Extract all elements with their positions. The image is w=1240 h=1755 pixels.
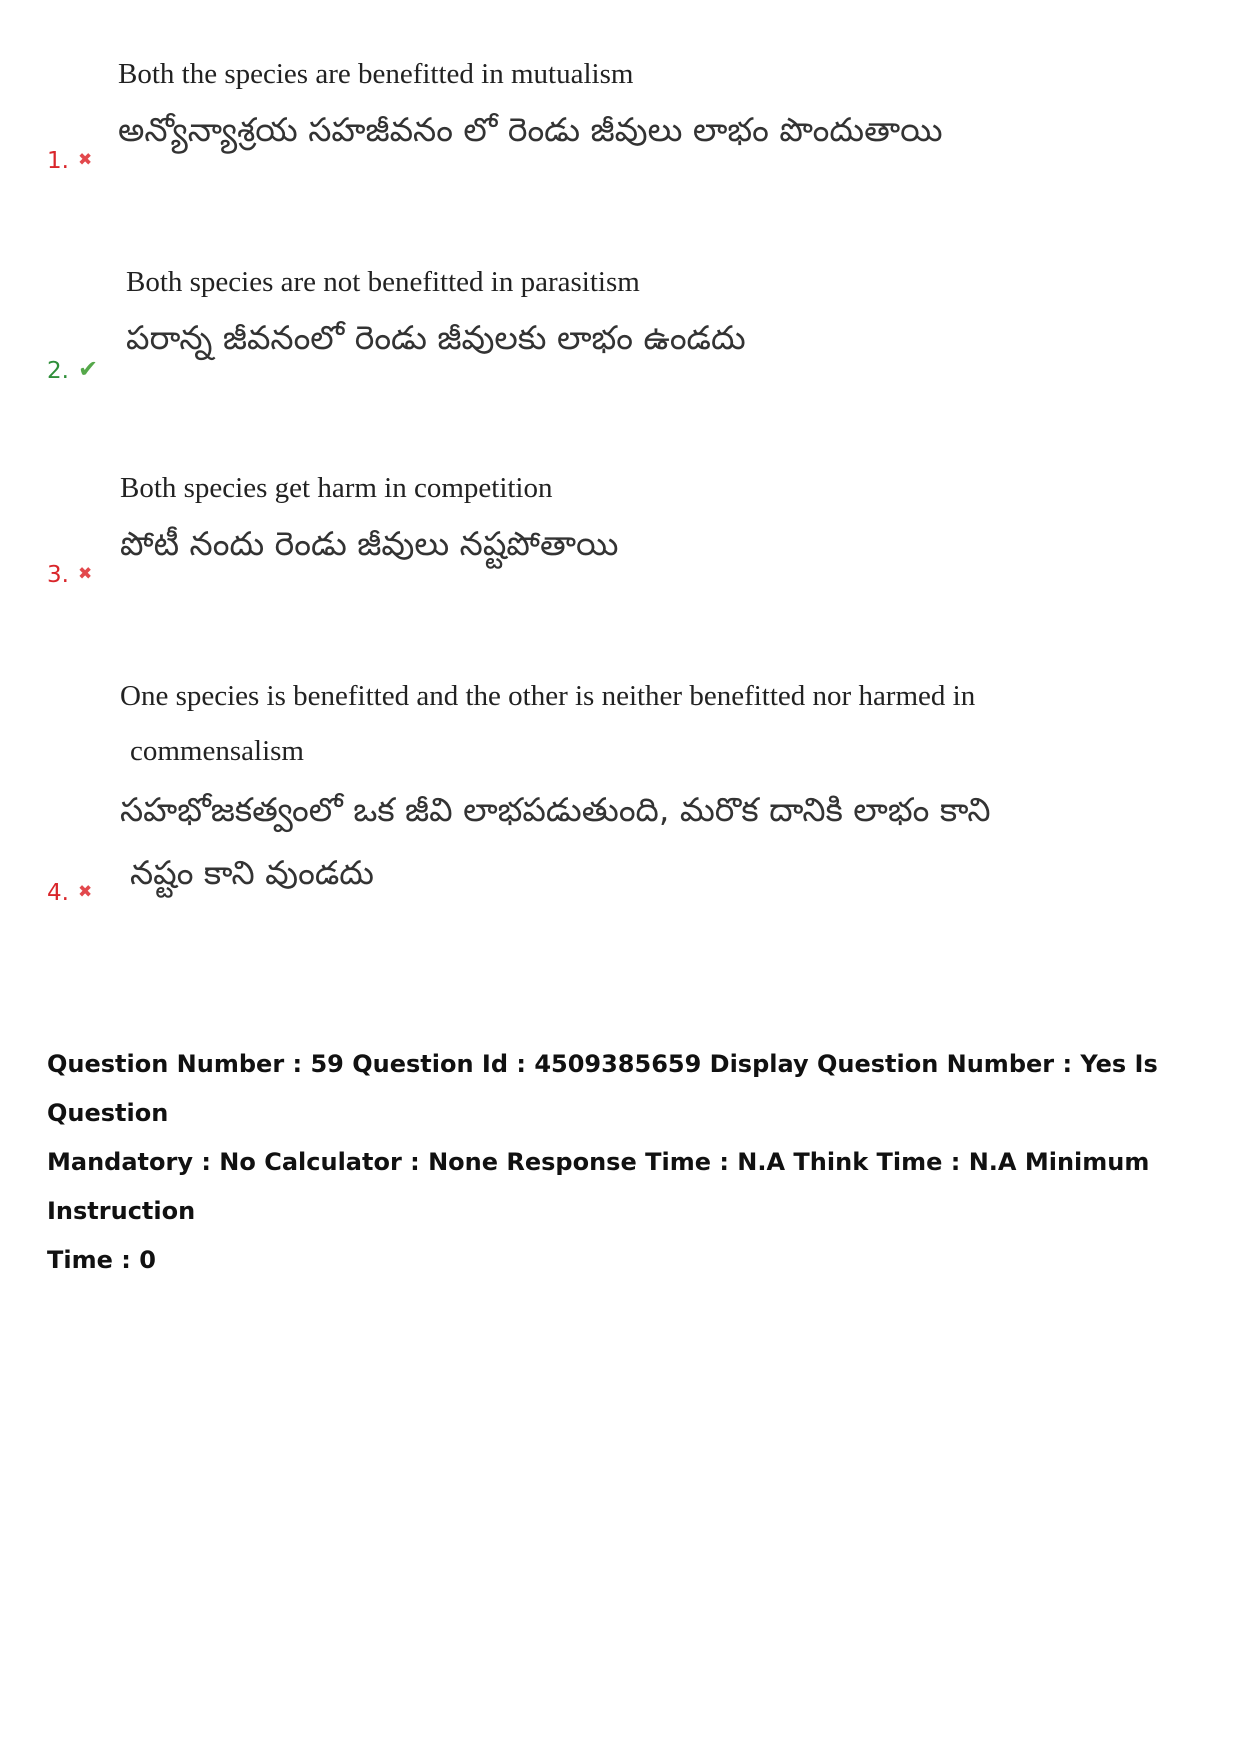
option-4-telugu-text-line-1: సహభోజకత్వంలో ఒక జీవి లాభపడుతుంది, మరొక దానికి లాభం కాని bbox=[120, 790, 991, 829]
question-metadata-line-3: Time : 0 bbox=[47, 1246, 156, 1274]
cross-icon: ✖ bbox=[78, 150, 93, 170]
option-3-number: 3. bbox=[47, 562, 69, 588]
option-2-number: 2. bbox=[47, 358, 69, 384]
option-4-english-text-line-1: One species is benefitted and the other is neither benefitted nor harmed in bbox=[120, 680, 976, 712]
option-1-number: 1. bbox=[47, 148, 69, 174]
cross-icon: ✖ bbox=[78, 882, 93, 902]
option-1-telugu-text: అన్యోన్యాశ్రయ సహజీవనం లో రెండు జీవులు లాభం పొందుతాయి bbox=[118, 110, 943, 149]
cross-icon: ✖ bbox=[78, 564, 93, 584]
option-4-number: 4. bbox=[47, 880, 69, 906]
option-3-telugu-text: పోటీ నందు రెండు జీవులు నష్టపోతాయి bbox=[120, 524, 619, 563]
option-3-english-text: Both species get harm in competition bbox=[120, 472, 553, 504]
question-metadata-line-2: Mandatory : No Calculator : None Response Time : N.A Think Time : N.A Minimum Instruction bbox=[47, 1148, 1150, 1225]
option-4-english-text-line-2: commensalism bbox=[130, 735, 304, 767]
option-4-telugu-text-line-2: నష్టం కాని వుండదు bbox=[130, 853, 374, 892]
question-metadata-line-1: Question Number : 59 Question Id : 4509385659 Display Question Number : Yes Is Question bbox=[47, 1050, 1158, 1127]
check-icon: ✔ bbox=[78, 355, 99, 383]
option-1-english-text: Both the species are benefitted in mutualism bbox=[118, 58, 634, 90]
option-2-english-text: Both species are not benefitted in parasitism bbox=[126, 266, 640, 298]
option-2-telugu-text: పరాన్న జీవనంలో రెండు జీవులకు లాభం ఉండదు bbox=[126, 318, 746, 357]
question-metadata bbox=[47, 1040, 1207, 1285]
